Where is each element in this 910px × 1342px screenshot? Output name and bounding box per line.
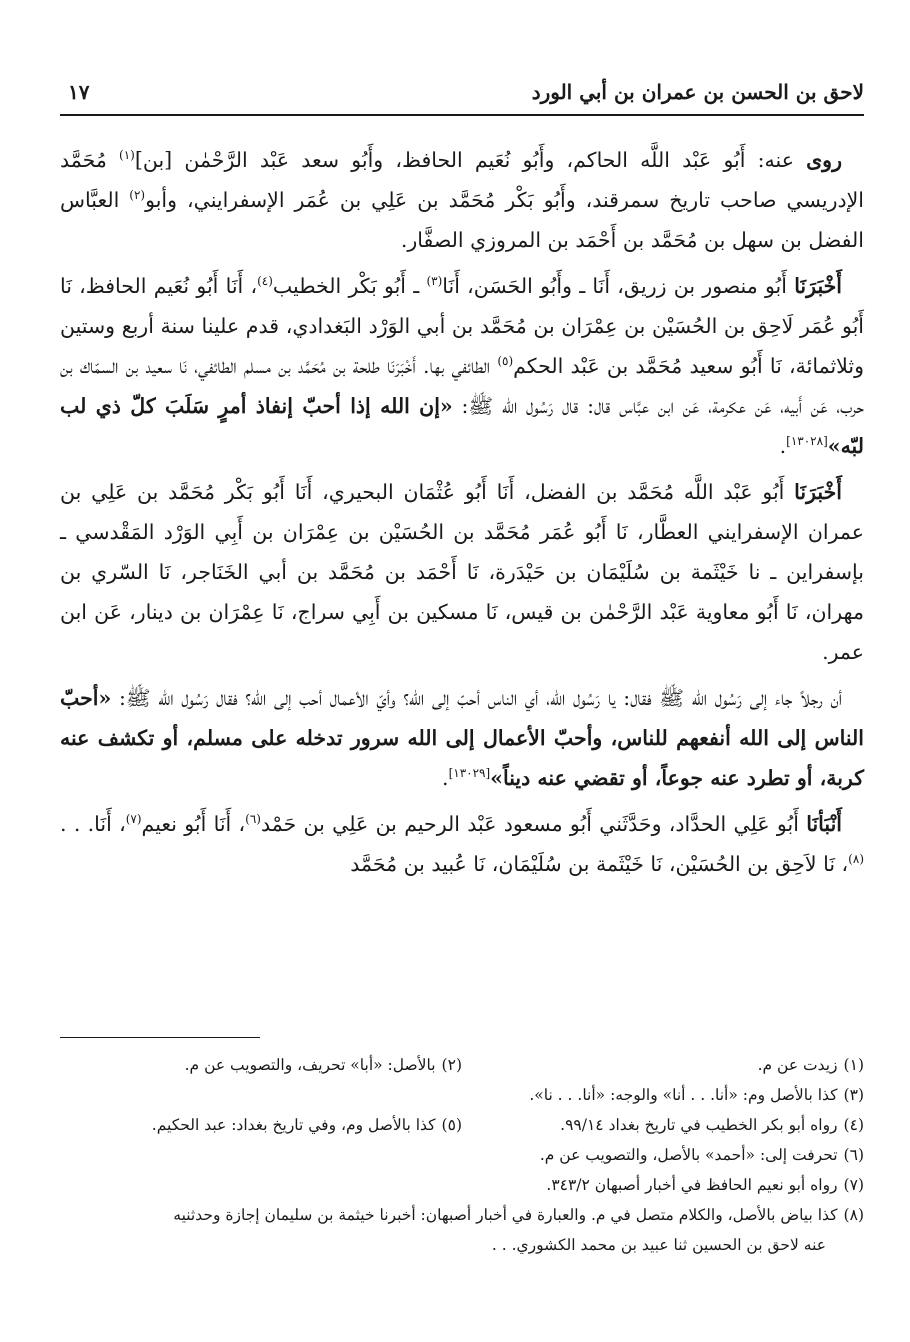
paragraph-text: أن رجلاً جاء إلى رَسُول الله ﷺ فقال: يا رَسُول الله، أي الناس أحبّ إلى الله؟ وأيّ الأعمال أحب إلى الله؟ فقال رَسُول الله ﷺ: xyxy=(111,686,842,710)
footnote-8-continued: عنه لاحق بن الحسين ثنا عبيد بن محمد الكشوري. . . xyxy=(491,1236,826,1254)
footnote-7 xyxy=(546,1170,864,1200)
paragraph-4 xyxy=(60,678,864,798)
footnote-5 xyxy=(60,1110,462,1140)
paragraph-lead: أَنْبَأنَا xyxy=(806,812,842,836)
paragraph-end: . xyxy=(442,766,449,790)
footnote-6 xyxy=(540,1140,864,1170)
paragraph-text: ، نَا لاَحِق بن الحُسَيْن، نَا خَيْثَمة بن سُلَيْمَان، نَا عُبيد بن مُحَمَّد xyxy=(350,852,849,876)
paragraph-text: مُحَمَّد الإدريسي صاحب تاريخ سمرقند، وأَبُو بَكْر مُحَمَّد بن عَلِي بن عُمَر الإسفرايني، وأبو xyxy=(60,148,864,212)
footnote-number: (٤) xyxy=(843,1116,864,1134)
footnote-1 xyxy=(462,1050,864,1080)
footnote-marker[interactable]: (٥) xyxy=(497,354,514,369)
footnote-text: كذا بالأصل وم، وفي تاريخ بغداد: عبد الحكيم. xyxy=(151,1116,436,1134)
header-rule xyxy=(60,114,864,116)
footnote-number: (٥) xyxy=(441,1116,462,1134)
footnote-marker[interactable]: (١) xyxy=(119,148,135,163)
hadith-reference: [١٣٠٢٨] xyxy=(786,434,828,449)
footnote-row xyxy=(60,1080,864,1110)
paragraph-text: عنه: أَبُو عَبْد اللَّه الحاكم، وأَبُو نُعَيم الحافظ، وأَبُو سعد عَبْد الرَّحْمٰن [بن] xyxy=(134,148,807,172)
footnote-row xyxy=(60,1230,864,1260)
paragraph-lead: أَخْبَرَنَا xyxy=(794,480,842,504)
header-title: لاحق بن الحسن بن عمران بن أبي الورد xyxy=(531,80,864,104)
main-text xyxy=(60,140,864,890)
footnote-row xyxy=(60,1170,864,1200)
footnote-text: كذا بالأصل وم: «أنا. . . أنا» والوجه: «أنا. . . نا». xyxy=(529,1086,838,1104)
footnote-number: (٧) xyxy=(843,1176,864,1194)
footnote-text: رواه أبو بكر الخطيب في تاريخ بغداد ٩٩/١٤. xyxy=(560,1116,838,1134)
paragraph-5 xyxy=(60,804,864,884)
paragraph-text: أَبُو عَبْد اللَّه مُحَمَّد بن الفضل، أَنَا أَبُو عُثْمَان البحيري، أَنَا أَبُو بَكْر مُحَمَّد بن عَلِي بن عمران الإسفرايني العطَّار، نَا أَبُو عُمَر مُحَمَّد بن الحُسَيْن بن عِمْرَان بن أَبِي الوَرْد المَقْدسي ـ بإسفراين ـ نا خَيْثَمة بن سُلَيْمَان بن حَيْدَرة، نَا أَحْمَد بن مُحَمَّد بن أبي الخَنَاجر، نَا السّري بن مهران، نَا أَبُو معاوية عَبْد الرَّحْمٰن بن قيس، نَا مسكين بن أَبِي سراج، نَا عِمْرَان بن دينار، عَن ابن عمر. xyxy=(60,480,864,664)
hadith-text: «إن الله إذا أحبّ إنفاذ أمرٍ سَلَبَ كلّ ذي لب لبّه» xyxy=(60,394,864,458)
paragraph-text: الطائفي بها. أَخْبَرَنَا طلحة بن مُحَمَّد بن مسلم الطائفي، نَا سعيد بن السمّاك بن حرب، عَن أَبيه، عَن عكرمة، عَن ابن عبَّاس قال: قال رَسُول الله ﷺ: xyxy=(60,354,864,418)
paragraph-text: ، أَنَا أَبُو نُعَيم الحافظ، نَا أَبُو عُمَر لَاحِق بن الحُسَيْن بن عِمْرَان بن مُحَمَّد بن أبي الوَرْد البَغدادي، قدم علينا سنة أربع وستين وثلاثمائة، نَا أَبُو سعيد مُحَمَّد بن عَبْد الحكم xyxy=(60,274,864,378)
hadith-reference: [١٣٠٢٩] xyxy=(448,766,491,781)
hadith-text: «أحبّ الناس إلى الله أنفعهم للناس، وأحبّ الأعمال إلى الله سرور تدخله على مسلم، أو تكشف عنه كربة، أو تطرد عنه جوعاً، أو تقضي عنه ديناً» xyxy=(60,686,864,790)
paragraph-text: ، أَنَا. . . xyxy=(60,812,126,836)
paragraph-lead: روى xyxy=(806,148,842,172)
footnote-marker[interactable]: (٢) xyxy=(129,188,146,203)
paragraph-text: ، أَنَا أَبُو نعيم xyxy=(141,812,246,836)
paragraph-2 xyxy=(60,266,864,466)
footnote-text: تحرفت إلى: «أحمد» بالأصل، والتصويب عن م. xyxy=(539,1146,838,1164)
footnote-marker[interactable]: (٣) xyxy=(426,274,443,289)
footnote-text: كذا بياض بالأصل، والكلام متصل في م. والعبارة في أخبار أصبهان: أخبرنا خيثمة بن سليمان إجازة وحدثنيه xyxy=(173,1206,838,1224)
paragraph-text: أَبُو منصور بن زريق، أَنَا ـ وأَبُو الحَسَن، أَنَا xyxy=(442,274,795,298)
footnote-number: (١) xyxy=(843,1056,864,1074)
footnote-8 xyxy=(173,1200,864,1230)
footnote-text: زيدت عن م. xyxy=(757,1056,838,1074)
footnote-row xyxy=(60,1050,864,1080)
paragraph-text: ـ أَبُو بَكْر الخطيب xyxy=(272,274,427,298)
paragraph-1 xyxy=(60,140,864,260)
paragraph-lead: أَخْبَرَنَا xyxy=(794,274,843,298)
footnote-row xyxy=(60,1110,864,1140)
running-header xyxy=(60,72,864,116)
footnote-marker[interactable]: (٤) xyxy=(257,274,273,289)
footnote-number: (٦) xyxy=(843,1146,864,1164)
footnote-marker[interactable]: (٧) xyxy=(125,812,142,827)
footnote-row xyxy=(60,1200,864,1230)
paragraph-end: . xyxy=(779,434,787,458)
footnote-number: (٨) xyxy=(843,1206,864,1224)
footnotes xyxy=(60,1050,864,1260)
paragraph-text: العبَّاس الفضل بن سهل بن مُحَمَّد بن أَحْمَد بن المروزي الصفَّار. xyxy=(60,188,864,252)
footnote-4 xyxy=(462,1110,864,1140)
footnote-text: رواه أبو نعيم الحافظ في أخبار أصبهان ٣٤٣/٢. xyxy=(546,1176,838,1194)
footnote-text: بالأصل: «أبا» تحريف، والتصويب عن م. xyxy=(184,1056,436,1074)
footnote-row xyxy=(60,1140,864,1170)
footnote-marker[interactable]: (٨) xyxy=(848,852,864,867)
footnote-rule xyxy=(60,1037,260,1038)
footnote-2 xyxy=(60,1050,462,1080)
footnote-marker[interactable]: (٦) xyxy=(245,812,261,827)
footnote-3 xyxy=(529,1080,864,1110)
paragraph-3 xyxy=(60,472,864,672)
page-number: ١٧ xyxy=(68,80,90,104)
paragraph-text: أَبُو عَلِي الحدَّاد، وحَدَّثَني أَبُو مسعود عَبْد الرحيم بن عَلِي بن حَمْد xyxy=(260,812,807,836)
footnote-number: (٢) xyxy=(441,1056,462,1074)
footnote-number: (٣) xyxy=(843,1086,864,1104)
